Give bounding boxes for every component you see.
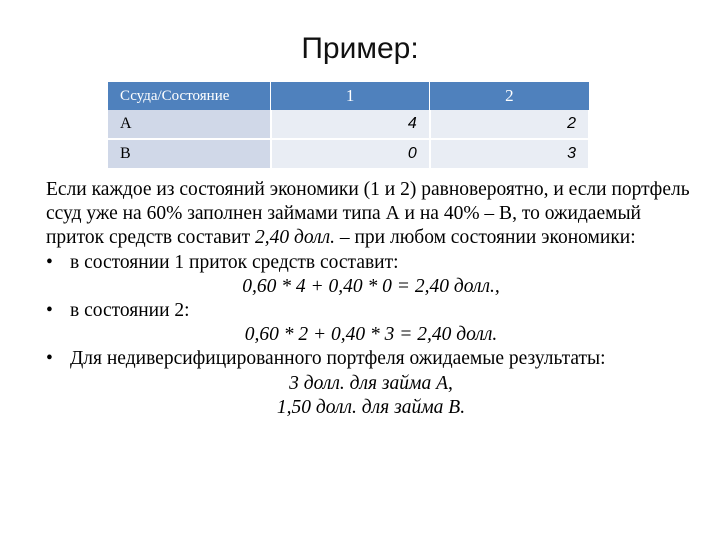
table-row: [108, 110, 589, 139]
loan-state-table: [108, 82, 590, 170]
row-label: A: [108, 110, 271, 139]
table-row: [108, 139, 589, 169]
table-cell: 4: [271, 110, 430, 139]
intro-paragraph: [46, 178, 696, 251]
intro-text-1: Если каждое из состояний экономики (1 и 2) равновероятно, и если портфель ссуд уже на 60% заполнен займами типа А и на 40% – В, то ожидаемый приток средств составит: [46, 179, 690, 249]
formula-state-1: 0,60 * 4 + 0,40 * 0 = 2,40 долл.,: [242, 275, 500, 297]
table-cell: 0: [271, 139, 430, 169]
intro-text-2: – при любом состоянии экономики:: [334, 227, 636, 249]
bullet-icon: •: [46, 251, 53, 273]
header-loan-state: Ссуда/Состояние: [108, 82, 271, 110]
header-state-2: 2: [430, 82, 589, 110]
bullet-item-state-2: [46, 299, 696, 323]
body-text: [46, 178, 696, 420]
result-loan-b: 1,50 долл. для займа В.: [276, 396, 466, 418]
row-label: B: [108, 139, 271, 169]
table-cell: 3: [430, 139, 589, 169]
table-cell: 2: [430, 110, 589, 139]
header-state-1: 1: [271, 82, 430, 110]
result-loan-a: 3 долл. для займа А,: [289, 372, 453, 394]
page-title: Пример:: [301, 32, 419, 65]
bullet-item-state-1: [46, 251, 696, 275]
formula-state-2: 0,60 * 2 + 0,40 * 3 = 2,40 долл.: [244, 324, 498, 346]
bullet-item-undiversified: [46, 347, 696, 371]
bullet-text: в состоянии 1 приток средств составит:: [70, 251, 399, 273]
bullet-icon: •: [46, 348, 53, 370]
bullet-text: Для недиверсифицированного портфеля ожидаемые результаты:: [70, 348, 606, 370]
table-header-row: [108, 82, 589, 110]
bullet-text: в состоянии 2:: [70, 300, 190, 322]
intro-value: 2,40 долл.: [254, 227, 335, 249]
bullet-icon: •: [46, 300, 53, 322]
